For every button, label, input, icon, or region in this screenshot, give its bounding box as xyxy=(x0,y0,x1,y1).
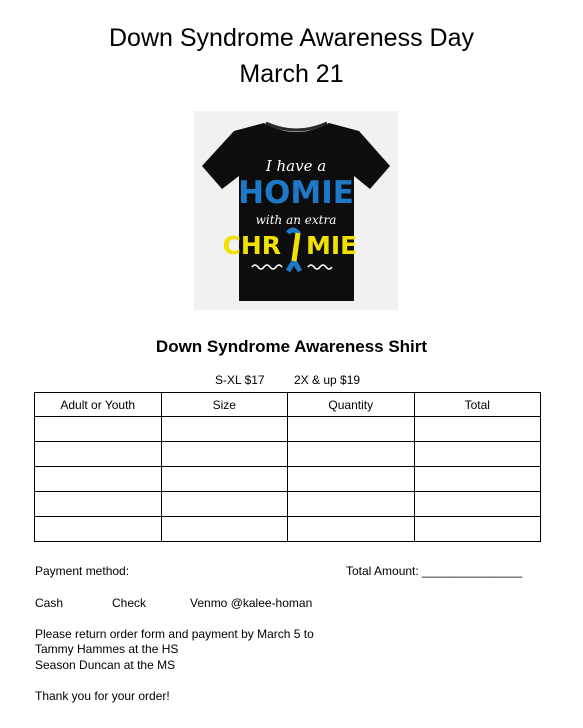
cell-total[interactable] xyxy=(414,517,541,542)
cell-size[interactable] xyxy=(161,517,288,542)
cell-adult-youth[interactable] xyxy=(35,517,162,542)
order-table xyxy=(34,392,541,542)
payment-method-label: Payment method: xyxy=(35,564,130,578)
table-header-row xyxy=(35,393,541,417)
cell-quantity[interactable] xyxy=(288,417,415,442)
table-row xyxy=(35,517,541,542)
return-instructions: Please return order form and payment by March 5 to xyxy=(35,627,314,641)
price-large: 2X & up $19 xyxy=(294,373,361,387)
header-size: Size xyxy=(161,393,288,417)
shirt-line-1: I have a xyxy=(265,157,327,175)
table-row xyxy=(35,492,541,517)
price-small: S-XL $17 xyxy=(215,373,265,387)
shirt-heading: Down Syndrome Awareness Shirt xyxy=(155,337,428,356)
cell-size[interactable] xyxy=(161,417,288,442)
cell-adult-youth[interactable] xyxy=(35,467,162,492)
page-title: Down Syndrome Awareness Day xyxy=(109,24,474,52)
cell-size[interactable] xyxy=(161,492,288,517)
tshirt-image xyxy=(194,111,398,310)
shirt-line-4a: CHR xyxy=(222,231,281,260)
cell-quantity[interactable] xyxy=(288,442,415,467)
payment-cash: Cash xyxy=(35,596,64,610)
table-row xyxy=(35,467,541,492)
payment-venmo: Venmo @kalee-homan xyxy=(190,596,313,610)
cell-quantity[interactable] xyxy=(288,467,415,492)
header-total: Total xyxy=(414,393,541,417)
header-adult-youth: Adult or Youth xyxy=(35,393,162,417)
cell-total[interactable] xyxy=(414,442,541,467)
cell-adult-youth[interactable] xyxy=(35,417,162,442)
total-amount-field[interactable]: Total Amount: _______________ xyxy=(346,564,523,578)
cell-adult-youth[interactable] xyxy=(35,492,162,517)
cell-total[interactable] xyxy=(414,417,541,442)
shirt-line-4b: MIE xyxy=(306,231,358,260)
tshirt-graphic xyxy=(194,111,398,310)
cell-adult-youth[interactable] xyxy=(35,442,162,467)
return-contact-hs: Tammy Hammes at the HS xyxy=(35,642,179,656)
shirt-line-2: HOMIE xyxy=(238,175,354,211)
cell-total[interactable] xyxy=(414,492,541,517)
cell-total[interactable] xyxy=(414,467,541,492)
event-date: March 21 xyxy=(239,60,344,88)
return-contact-ms: Season Duncan at the MS xyxy=(35,658,176,672)
header-quantity: Quantity xyxy=(288,393,415,417)
cell-size[interactable] xyxy=(161,442,288,467)
shirt-line-3: with an extra xyxy=(255,213,337,227)
table-row xyxy=(35,442,541,467)
table-row xyxy=(35,417,541,442)
payment-check: Check xyxy=(112,596,147,610)
cell-size[interactable] xyxy=(161,467,288,492)
thank-you-note: Thank you for your order! xyxy=(35,689,170,703)
cell-quantity[interactable] xyxy=(288,517,415,542)
cell-quantity[interactable] xyxy=(288,492,415,517)
